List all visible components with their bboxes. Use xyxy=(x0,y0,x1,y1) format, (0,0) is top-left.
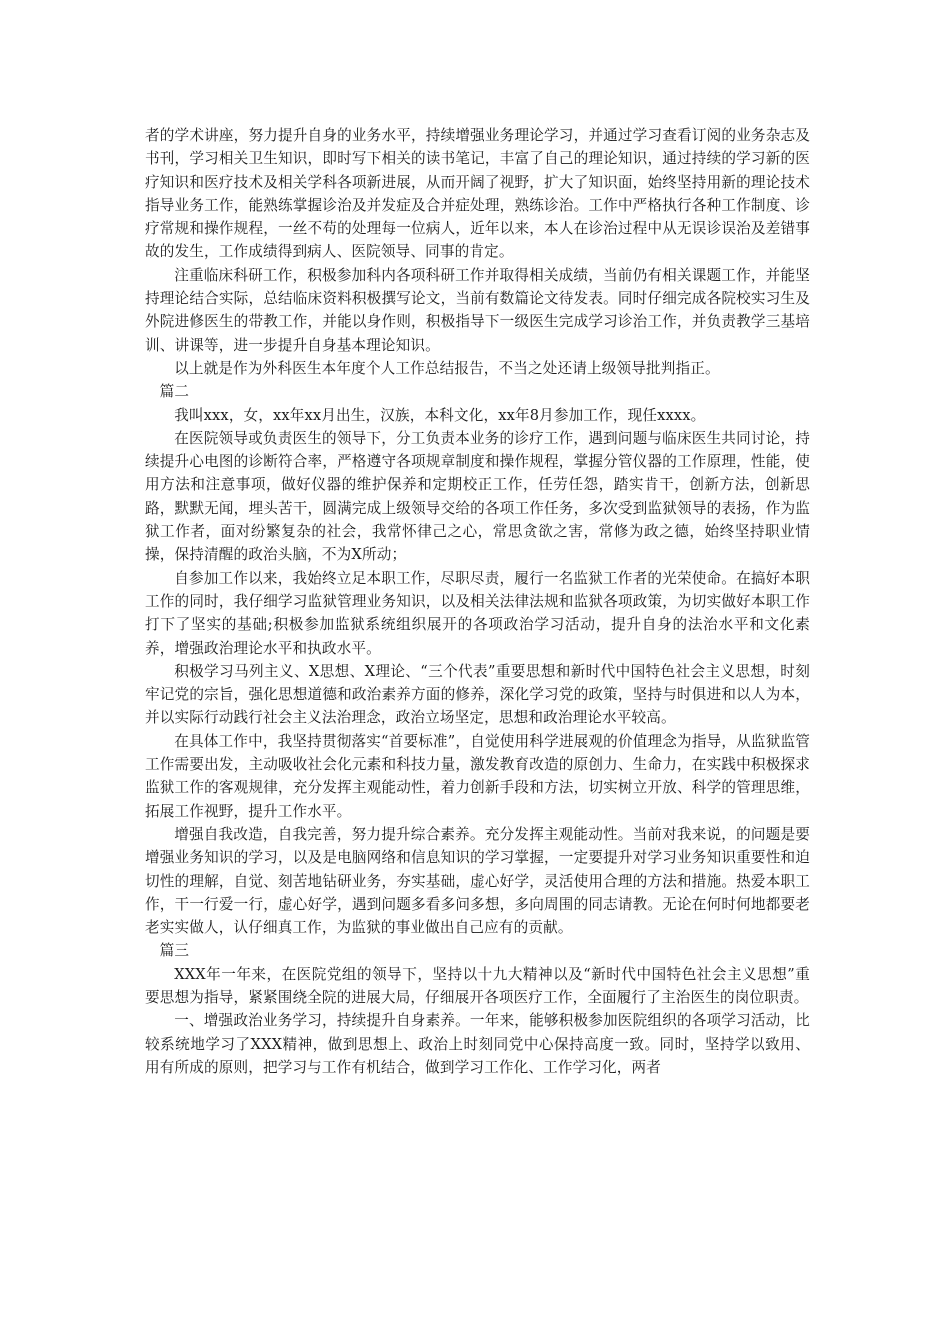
document-body xyxy=(145,124,810,1079)
paragraph: 自参加工作以来，我始终立足本职工作，尽职尽责，履行一名监狱工作者的光荣使命。在搞好本职工作的同时，我仔细学习监狱管理业务知识，以及相关法律法规和监狱各项政策，为切实做好本职工作打下了坚实的基础;积极参加监狱系统组织展开的各项政治学习活动，提升自身的法治水平和文化素养，增强政治理论水平和执政水平。 xyxy=(145,569,810,657)
paragraph: 在具体工作中，我坚持贯彻落实“首要标准”，自觉使用科学进展观的价值理念为指导，从监狱监管工作需要出发，主动吸收社会化元素和科技力量，激发教育改造的原创力、生命力，在实践中积极探求监狱工作的客观规律，充分发挥主观能动性，着力创新手段和方法，切实树立开放、科学的管理思维，拓展工作视野，提升工作水平。 xyxy=(145,732,810,820)
paragraph: 者的学术讲座，努力提升自身的业务水平，持续增强业务理论学习，并通过学习查看订阅的业务杂志及书刊，学习相关卫生知识，即时写下相关的读书笔记，丰富了自己的理论知识，通过持续的学习新的医疗知识和医疗技术及相关学科各项新进展，从而开阔了视野，扩大了知识面，始终坚持用新的理论技术指导业务工作，能熟练掌握诊治及并发症及合并症处理，熟练诊治。工作中严格执行各种工作制度、诊疗常规和操作规程，一丝不苟的处理每一位病人，近年以来，本人在诊治过程中从无误诊误治及差错事故的发生，工作成绩得到病人、医院领导、同事的肯定。 xyxy=(145,127,810,261)
paragraph: 我叫xxx，女，xx年xx月出生，汉族，本科文化，xx年8月参加工作，现任xxxx。 xyxy=(174,406,706,424)
paragraph: 以上就是作为外科医生本年度个人工作总结报告，不当之处还请上级领导批判指正。 xyxy=(174,359,720,377)
paragraph: 增强自我改造，自我完善，努力提升综合素养。充分发挥主观能动性。当前对我来说，的问题是要增强业务知识的学习，以及是电脑网络和信息知识的学习掌握，一定要提升对学习业务知识重要性和迫切性的理解，自觉、刻苦地钻研业务，夯实基础，虚心好学，灵活使用合理的方法和措施。热爱本职工作，干一行爱一行，虚心好学，遇到问题多看多问多想，多向周围的同志请教。无论在何时何地都要老老实实做人，认仔细真工作，为监狱的事业做出自己应有的贡献。 xyxy=(145,825,810,937)
paragraph: XXX年一年来，在医院党组的领导下，坚持以十九大精神以及“新时代中国特色社会主义思想”重要思想为指导，紧紧围绕全院的进展大局，仔细展开各项医疗工作，全面履行了主治医生的岗位职责。 xyxy=(145,965,810,1006)
paragraph: 一、增强政治业务学习，持续提升自身素养。一年来，能够积极参加医院组织的各项学习活动，比较系统地学习了XXX精神，做到思想上、政治上时刻同党中心保持高度一致。同时，坚持学以致用、用有所成的原则，把学习与工作有机结合，做到学习工作化、工作学习化，两者 xyxy=(145,1012,810,1076)
section-heading: 篇二 xyxy=(159,383,190,401)
section-heading: 篇三 xyxy=(159,942,190,960)
paragraph: 积极学习马列主义、X思想、X理论、“三个代表”重要思想和新时代中国特色社会主义思想，时刻牢记党的宗旨，强化思想道德和政治素养方面的修养，深化学习党的政策，坚持与时俱进和以人为本，并以实际行动践行社会主义法治理念，政治立场坚定，思想和政治理论水平较高。 xyxy=(145,662,810,727)
paragraph: 在医院领导或负责医生的领导下，分工负责本业务的诊疗工作，遇到问题与临床医生共同讨论，持续提升心电图的诊断符合率，严格遵守各项规章制度和操作规程，掌握分管仪器的工作原理，性能，使用方法和注意事项，做好仪器的维护保养和定期校正工作，任劳任怨，踏实肯干，创新方法，创新思路，默默无闻，埋头苦干，圆满完成上级领导交给的各项工作任务，多次受到监狱领导的表扬，作为监狱工作者，面对纷繁复杂的社会，我常怀律己之心，常思贪欲之害，常修为政之德，始终坚持职业情操，保持清醒的政治头脑，不为X所动； xyxy=(145,429,810,564)
paragraph: 注重临床科研工作，积极参加科内各项科研工作并取得相关成绩，当前仍有相关课题工作，并能坚持理论结合实际，总结临床资料积极撰写论文，当前有数篇论文待发表。同时仔细完成各院校实习生及外院进修医生的带教工作，并能以身作则，积极指导下一级医生完成学习诊治工作，并负责教学三基培训、讲课等，进一步提升自身基本理论知识。 xyxy=(145,266,810,354)
